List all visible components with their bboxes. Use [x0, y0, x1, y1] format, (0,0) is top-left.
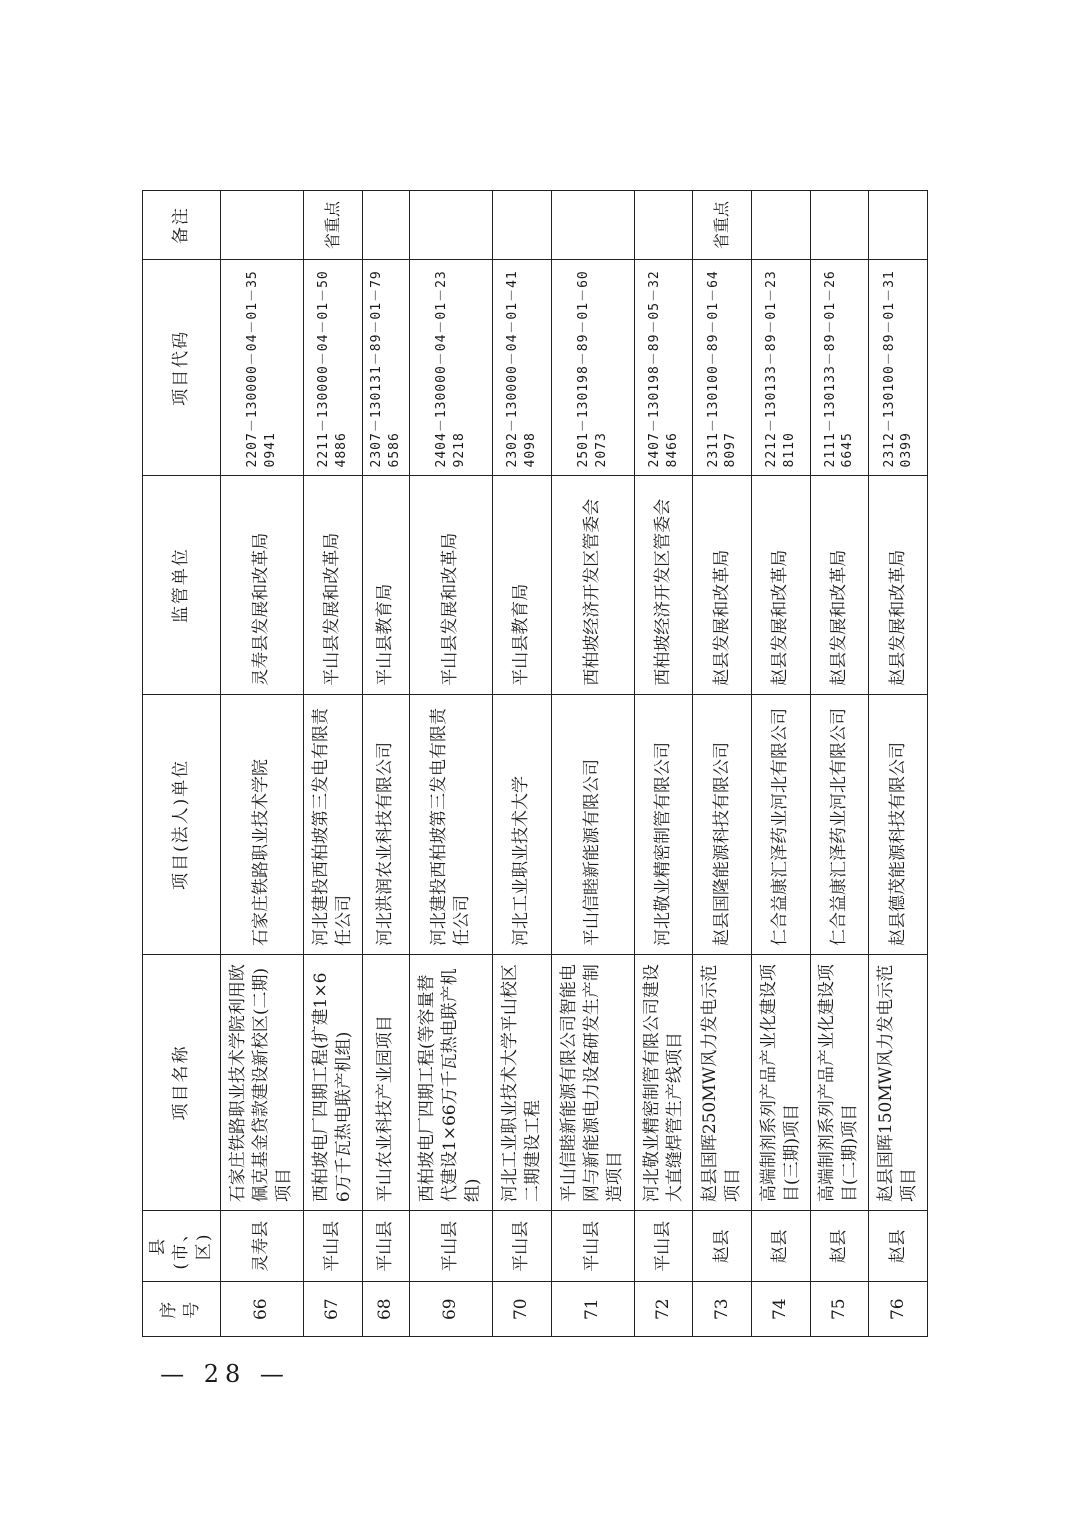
cell-county: 平山县: [551, 1211, 634, 1282]
cell-name: 西柏坡电厂四期工程(扩建1×66万千瓦热电联产机组): [303, 955, 362, 1211]
cell-code: 2111－130133－89－01－266645: [810, 260, 869, 476]
cell-name: 高端制剂系列产品产业化建设项目(二期)项目: [810, 955, 869, 1211]
cell-county: 平山县: [634, 1211, 693, 1282]
header-supervisor: 监管单位: [143, 476, 221, 694]
cell-note: 省重点: [303, 191, 362, 260]
table-row: [751, 191, 810, 1337]
cell-unit: 仁合益康汇泽药业河北有限公司: [810, 694, 869, 954]
cell-county: 赵县: [869, 1211, 928, 1282]
cell-unit: 河北建投西柏坡第三发电有限责任公司: [409, 694, 492, 954]
cell-unit: 河北敬业精密制管有限公司: [634, 694, 693, 954]
project-table: [142, 190, 928, 1337]
cell-name: 平山信睦新能源有限公司智能电网与新能源电力设备研发生产制造项目: [551, 955, 634, 1211]
table-row: [634, 191, 693, 1337]
cell-county: 灵寿县: [220, 1211, 303, 1282]
header-seq: 序号: [143, 1282, 221, 1337]
table-row: [869, 191, 928, 1337]
cell-unit: 平山信睦新能源有限公司: [551, 694, 634, 954]
cell-seq: 74: [751, 1282, 810, 1337]
cell-name: 河北敬业精密制管有限公司建设大直缝焊管生产线项目: [634, 955, 693, 1211]
cell-seq: 66: [220, 1282, 303, 1337]
cell-name: 平山农业科技产业园项目: [362, 955, 409, 1211]
cell-supervisor: 赵县发展和改革局: [751, 476, 810, 694]
cell-seq: 69: [409, 1282, 492, 1337]
cell-note: [869, 191, 928, 260]
cell-seq: 72: [634, 1282, 693, 1337]
cell-code: 2501－130198－89－01－602073: [551, 260, 634, 476]
cell-unit: 石家庄铁路职业技术学院: [220, 694, 303, 954]
cell-unit: 河北洪润农业科技有限公司: [362, 694, 409, 954]
cell-seq: 71: [551, 1282, 634, 1337]
cell-county: 赵县: [751, 1211, 810, 1282]
cell-supervisor: 平山县教育局: [362, 476, 409, 694]
cell-code: 2311－130100－89－01－648097: [693, 260, 752, 476]
cell-note: [220, 191, 303, 260]
cell-note: [810, 191, 869, 260]
cell-unit: 仁合益康汇泽药业河北有限公司: [751, 694, 810, 954]
cell-county: 赵县: [810, 1211, 869, 1282]
cell-supervisor: 平山县发展和改革局: [303, 476, 362, 694]
cell-seq: 67: [303, 1282, 362, 1337]
cell-seq: 73: [693, 1282, 752, 1337]
cell-supervisor: 西柏坡经济开发区管委会: [551, 476, 634, 694]
cell-name: 赵县国晖250MW风力发电示范项目: [693, 955, 752, 1211]
rotated-table-region: [142, 190, 928, 1337]
cell-note: [409, 191, 492, 260]
cell-supervisor: 平山县教育局: [492, 476, 551, 694]
cell-name: 西柏坡电厂四期工程(等容量替代建设1×66万千瓦热电联产机组): [409, 955, 492, 1211]
cell-note: [634, 191, 693, 260]
table-row: [362, 191, 409, 1337]
cell-seq: 76: [869, 1282, 928, 1337]
header-county: 县(市、区): [143, 1211, 221, 1282]
cell-seq: 70: [492, 1282, 551, 1337]
cell-supervisor: 赵县发展和改革局: [693, 476, 752, 694]
cell-seq: 75: [810, 1282, 869, 1337]
cell-county: 平山县: [303, 1211, 362, 1282]
table-row: [220, 191, 303, 1337]
header-name: 项目名称: [143, 955, 221, 1211]
header-code: 项目代码: [143, 260, 221, 476]
cell-unit: 赵县德茂能源科技有限公司: [869, 694, 928, 954]
table-row: [492, 191, 551, 1337]
cell-code: 2307－130131－89－01－796586: [362, 260, 409, 476]
cell-county: 平山县: [409, 1211, 492, 1282]
cell-code: 2407－130198－89－05－328466: [634, 260, 693, 476]
cell-name: 河北工业职业技术大学平山校区二期建设工程: [492, 955, 551, 1211]
cell-code: 2404－130000－04－01－239218: [409, 260, 492, 476]
cell-unit: 河北建投西柏坡第三发电有限责任公司: [303, 694, 362, 954]
cell-code: 2207－130000－04－01－350941: [220, 260, 303, 476]
cell-county: 赵县: [693, 1211, 752, 1282]
header-unit: 项目(法人)单位: [143, 694, 221, 954]
header-note: 备注: [143, 191, 221, 260]
table-header-row: [143, 191, 221, 1337]
cell-seq: 68: [362, 1282, 409, 1337]
cell-county: 平山县: [362, 1211, 409, 1282]
cell-note: [362, 191, 409, 260]
cell-note: 省重点: [693, 191, 752, 260]
cell-code: 2211－130000－04－01－504886: [303, 260, 362, 476]
table-row: [551, 191, 634, 1337]
table-row: [303, 191, 362, 1337]
cell-unit: 赵县国隆能源科技有限公司: [693, 694, 752, 954]
cell-supervisor: 灵寿县发展和改革局: [220, 476, 303, 694]
cell-code: 2312－130100－89－01－310399: [869, 260, 928, 476]
cell-note: [492, 191, 551, 260]
cell-unit: 河北工业职业技术大学: [492, 694, 551, 954]
cell-name: 石家庄铁路职业技术学院利用欧佩克基金贷款建设新校区(二期)项目: [220, 955, 303, 1211]
cell-code: 2302－130000－04－01－414098: [492, 260, 551, 476]
cell-code: 2212－130133－89－01－238110: [751, 260, 810, 476]
table-row: [409, 191, 492, 1337]
cell-supervisor: 赵县发展和改革局: [810, 476, 869, 694]
cell-supervisor: 赵县发展和改革局: [869, 476, 928, 694]
page-number: — 28 —: [160, 1360, 290, 1388]
table-row: [693, 191, 752, 1337]
table-row: [810, 191, 869, 1337]
cell-name: 赵县国晖150MW风力发电示范项目: [869, 955, 928, 1211]
cell-note: [751, 191, 810, 260]
cell-supervisor: 西柏坡经济开发区管委会: [634, 476, 693, 694]
cell-name: 高端制剂系列产品产业化建设项目(三期)项目: [751, 955, 810, 1211]
cell-county: 平山县: [492, 1211, 551, 1282]
cell-supervisor: 平山县发展和改革局: [409, 476, 492, 694]
cell-note: [551, 191, 634, 260]
